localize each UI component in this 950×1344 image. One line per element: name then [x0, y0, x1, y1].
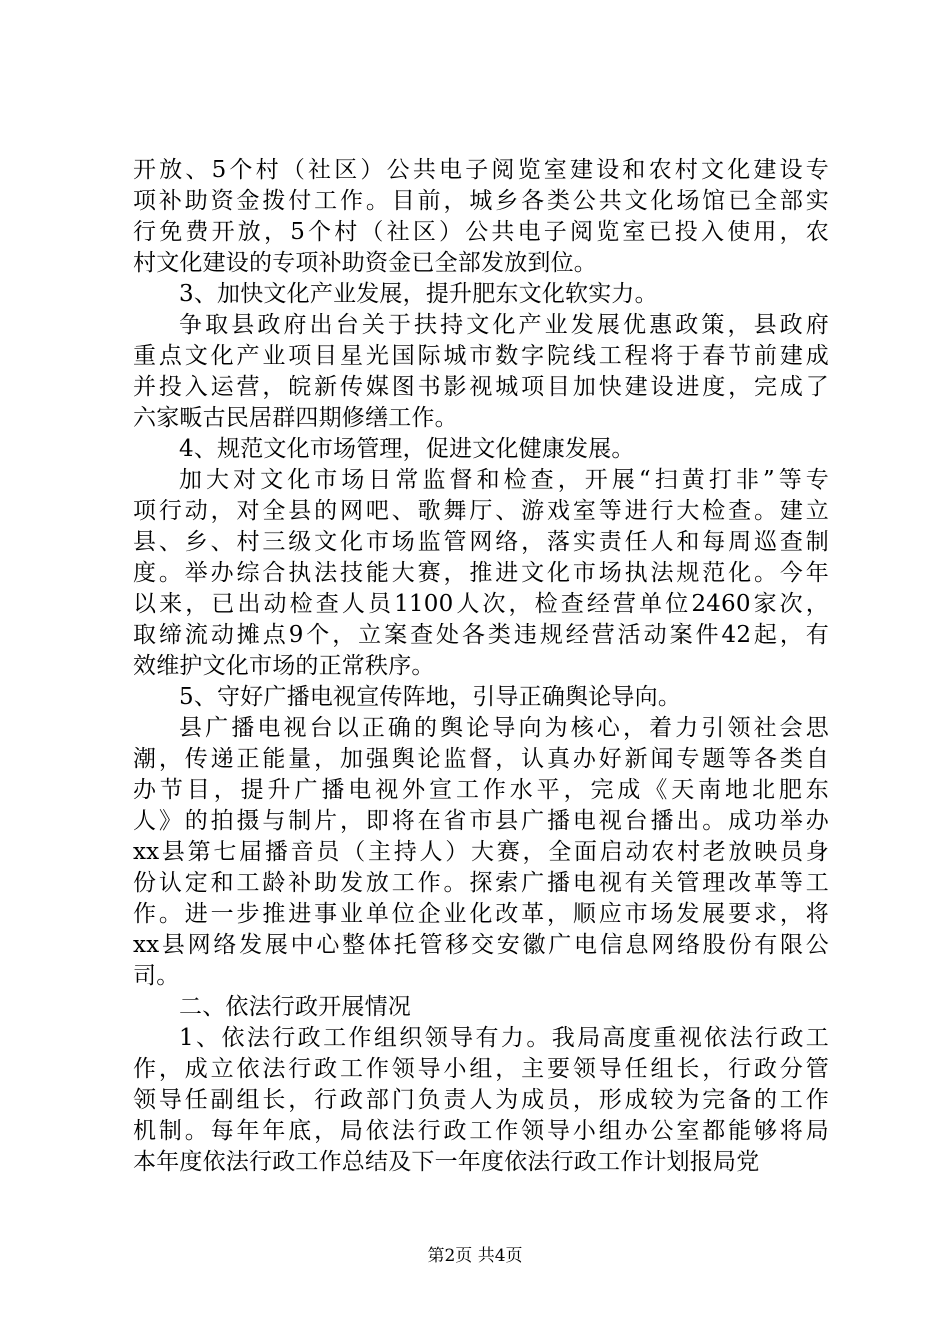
- paragraph-line: 县广播电视台以正确的舆论导向为核心，着力引领社会思: [179, 715, 829, 741]
- document-body: [133, 155, 829, 1178]
- paragraph-line: 度。举办综合执法技能大赛，推进文化市场执法规范化。今年: [133, 560, 829, 586]
- paragraph-line: 效维护文化市场的正常秩序。: [133, 653, 435, 679]
- paragraph-line: 取缔流动摊点9个，立案查处各类违规经营活动案件42起，有: [133, 622, 829, 648]
- paragraph-line: 六家畈古民居群四期修缮工作。: [133, 405, 458, 431]
- paragraph-line: 行免费开放，5个村（社区）公共电子阅览室已投入使用，农: [133, 219, 829, 245]
- paragraph-line: 争取县政府出台关于扶持文化产业发展优惠政策，县政府: [179, 312, 829, 338]
- paragraph-line: 司。: [133, 963, 180, 989]
- paragraph-line: 重点文化产业项目星光国际城市数字院线工程将于春节前建成: [133, 343, 829, 369]
- paragraph-line: 人》的拍摄与制片，即将在省市县广播电视台播出。成功举办: [133, 808, 829, 834]
- section-heading: 5、守好广播电视宣传阵地，引导正确舆论导向。: [179, 684, 682, 710]
- paragraph-line: 领导任副组长，行政部门负责人为成员，形成较为完备的工作: [133, 1087, 829, 1113]
- paragraph-line: 开放、5个村（社区）公共电子阅览室建设和农村文化建设专: [133, 157, 829, 183]
- paragraph-line: 以来，已出动检查人员1100人次，检查经营单位2460家次，: [133, 591, 829, 617]
- paragraph-line: 县、乡、村三级文化市场监管网络，落实责任人和每周巡查制: [133, 529, 829, 555]
- paragraph-line: 项行动，对全县的网吧、歌舞厅、游戏室等进行大检查。建立: [133, 498, 829, 524]
- paragraph-line: 办节目，提升广播电视外宣工作水平，完成《天南地北肥东: [133, 777, 829, 803]
- paragraph-line: 作，成立依法行政工作领导小组，主要领导任组长，行政分管: [133, 1056, 829, 1082]
- paragraph-line: xx县第七届播音员（主持人）大赛，全面启动农村老放映员身: [133, 839, 829, 865]
- paragraph-line: 作。进一步推进事业单位企业化改革，顺应市场发展要求，将: [133, 901, 829, 927]
- paragraph-line: 1、依法行政工作组织领导有力。我局高度重视依法行政工: [179, 1025, 829, 1051]
- page-footer: 第2页 共4页: [427, 1246, 523, 1266]
- paragraph-line: 机制。每年年底，局依法行政工作领导小组办公室都能够将局: [133, 1118, 829, 1144]
- paragraph-line: 村文化建设的专项补助资金已全部发放到位。: [133, 250, 597, 276]
- paragraph-line: 潮，传递正能量，加强舆论监督，认真办好新闻专题等各类自: [133, 746, 829, 772]
- paragraph-line: 项补助资金拨付工作。目前，城乡各类公共文化场馆已全部实: [133, 188, 829, 214]
- section-heading: 4、规范文化市场管理，促进文化健康发展。: [179, 436, 635, 462]
- section-heading: 二、依法行政开展情况: [179, 994, 411, 1020]
- paragraph-line: 本年度依法行政工作总结及下一年度依法行政工作计划报局党: [133, 1149, 760, 1175]
- paragraph-line: xx县网络发展中心整体托管移交安徽广电信息网络股份有限公: [133, 932, 829, 958]
- section-heading: 3、加快文化产业发展，提升肥东文化软实力。: [179, 281, 658, 307]
- paragraph-line: 加大对文化市场日常监督和检查，开展“扫黄打非”等专: [179, 467, 829, 493]
- paragraph-line: 份认定和工龄补助发放工作。探索广播电视有关管理改革等工: [133, 870, 829, 896]
- paragraph-line: 并投入运营，皖新传媒图书影视城项目加快建设进度，完成了: [133, 374, 829, 400]
